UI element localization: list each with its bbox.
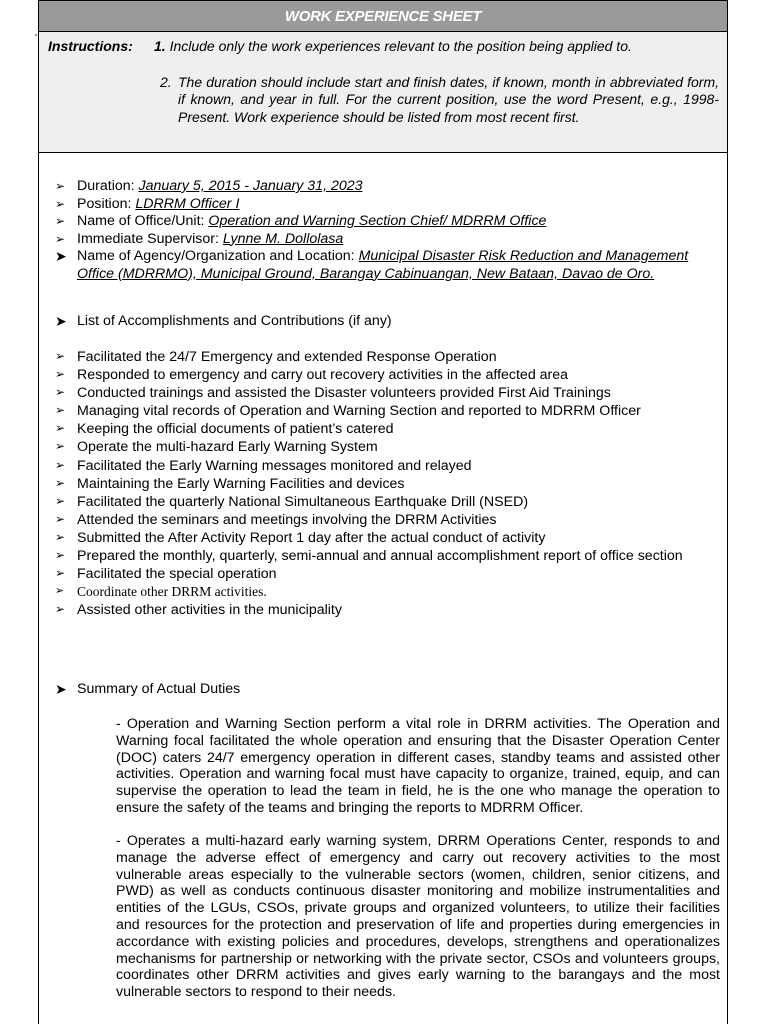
accomplishment-text: Managing vital records of Operation and Warning Section and reported to MDRRM Officer — [77, 403, 641, 420]
list-item — [55, 402, 720, 420]
arrow-bullet-icon: ➢ — [55, 566, 66, 581]
list-item — [55, 547, 720, 565]
position-label: Position: — [77, 195, 136, 212]
accomplishments-list — [55, 348, 720, 619]
summary-paragraph-2: - Operates a multi-hazard early warning system, DRRM Operations Center, responds to and manage the adverse effect of emergency and carry out recovery activities to the most vulnerable areas especially to the vulnerable sectors (women, children, senior citizens, and PWD) as well as conducts continuous disaster monitoring and mobilize instrumentalities and entities of the LGUs, CSOs, private groups and organized volunteers, to utilize their facilities and resources for the protection and preservation of life and properties during emergencies in accordance with existing policies and procedures, develops, strengthens and operationalizes mechanisms for partnership or networking with the private sector, CSOs and volunteers groups, coordinates other DRRM activities and gives early warning to the barangays and the most vulnerable sectors to respond to their needs. — [116, 833, 720, 1001]
office-value: Operation and Warning Section Chief/ MDRRM Office — [208, 213, 547, 229]
arrow-bullet-icon: ➢ — [55, 385, 66, 400]
duration-value: January 5, 2015 - January 31, 2023 — [138, 178, 363, 194]
accomplishment-text: Facilitated the Early Warning messages monitored and relayed — [77, 457, 472, 474]
accomplishment-text: Coordinate other DRRM activities. — [77, 584, 267, 600]
list-item — [55, 583, 720, 601]
arrow-bullet-icon: ➢ — [55, 349, 66, 363]
position-value: LDRRM Officer I — [135, 195, 240, 212]
arrow-bullet-icon: ➢ — [55, 403, 66, 418]
accomplishment-text: Operate the multi-hazard Early Warning System — [77, 439, 378, 456]
list-item — [55, 457, 720, 475]
accomplishment-text: Attended the seminars and meetings involving the DRRM Activities — [77, 511, 497, 528]
list-item — [55, 384, 720, 402]
arrow-bullet-icon: ➢ — [55, 421, 66, 436]
arrow-bullet-icon: ➢ — [55, 231, 66, 246]
duration-label: Duration: — [77, 178, 139, 194]
list-item — [55, 366, 720, 384]
office-label: Name of Office/Unit: — [77, 213, 209, 229]
arrow-bullet-icon: ➢ — [55, 511, 66, 526]
arrow-bullet-icon: ➢ — [55, 585, 65, 598]
accomplishment-text: Prepared the monthly, quarterly, semi-annual and annual accomplishment report of office section — [77, 548, 683, 565]
accomplishment-text: Facilitated the quarterly National Simultaneous Earthquake Drill (NSED) — [77, 493, 529, 510]
summary-section — [55, 681, 720, 699]
arrow-bullet-icon: ➤ — [55, 313, 67, 329]
list-item — [55, 475, 720, 493]
arrow-bullet-icon: ➢ — [55, 529, 66, 544]
list-item — [55, 601, 720, 619]
list-item — [55, 178, 720, 196]
accomplishment-text: Conducted trainings and assisted the Disaster volunteers provided First Aid Trainings — [77, 385, 611, 402]
summary-heading: Summary of Actual Duties — [77, 681, 241, 697]
arrow-bullet-icon: ➤ — [55, 248, 67, 264]
list-item — [55, 420, 720, 438]
arrow-bullet-icon: ➢ — [55, 457, 66, 472]
list-item — [55, 248, 720, 283]
sheet-title: WORK EXPERIENCE SHEET — [39, 0, 727, 32]
accomplishment-text: Assisted other activities in the municipality — [77, 602, 342, 619]
summary-paragraph-1: - Operation and Warning Section perform a vital role in DRRM activities. The Operation and Warning focal facilitated the whole operation and ensuring that the Disaster Operation Center (DOC) caters 24/7 emergency operation in different cases, standby teams and assisted other activities. Operation and warning focal must have capacity to organize, trained, equip, and can supervise the operation to lead the team in field, he is the one who manage the operation to ensure the safety of the teams and bringing the reports to MDRRM Officer. — [116, 716, 720, 816]
arrow-bullet-icon: ➢ — [55, 602, 66, 617]
list-item — [55, 313, 720, 331]
arrow-bullet-icon: ➢ — [55, 196, 66, 211]
accomplishment-text: Responded to emergency and carry out recovery activities in the affected area — [77, 367, 569, 384]
instructions-box — [39, 32, 727, 153]
arrow-bullet-icon: ➢ — [55, 367, 66, 382]
arrow-bullet-icon: ➢ — [55, 548, 66, 563]
list-item — [55, 231, 720, 249]
accomplishments-heading: List of Accomplishments and Contributions (if any) — [77, 313, 392, 329]
accomplishment-text: Facilitated the special operation — [77, 566, 277, 583]
list-item — [55, 681, 720, 699]
list-item — [55, 565, 720, 583]
arrow-bullet-icon: ➢ — [55, 179, 66, 193]
supervisor-label: Immediate Supervisor: — [77, 230, 223, 247]
list-item — [55, 493, 720, 511]
arrow-bullet-icon: ➢ — [55, 493, 66, 508]
list-item — [55, 213, 720, 231]
instruction-2-text: The duration should include start and finish dates, if known, month in abbreviated form, if known, and year in full. For the current position, use the word Present, e.g., 1998-Present. Work experience should be listed from most recent first. — [178, 73, 719, 125]
details-list — [55, 178, 720, 283]
list-item — [55, 196, 720, 214]
accomplishment-text: Submitted the After Activity Report 1 day after the actual conduct of activity — [77, 529, 546, 546]
list-item — [55, 511, 720, 529]
arrow-bullet-icon: ➢ — [55, 475, 66, 490]
agency-label: Name of Agency/Organization and Location: — [77, 248, 359, 264]
instructions-label: Instructions: — [48, 38, 133, 54]
stray-mark: ˊ — [34, 32, 38, 46]
accomplishment-text: Maintaining the Early Warning Facilities and devices — [77, 475, 405, 492]
supervisor-value: Lynne M. Dollolasa — [222, 230, 344, 247]
instruction-1-text: Include only the work experiences relevant to the position being applied to. — [169, 38, 632, 54]
list-item — [55, 348, 720, 366]
accomplishment-text: Keeping the official documents of patient’s catered — [77, 421, 394, 438]
arrow-bullet-icon: ➢ — [55, 439, 66, 454]
instruction-2-number: 2. — [160, 73, 172, 90]
arrow-bullet-icon: ➢ — [55, 214, 66, 228]
arrow-bullet-icon: ➤ — [55, 681, 67, 697]
list-item — [55, 438, 720, 456]
accomplishments-section — [55, 313, 720, 331]
list-item — [55, 529, 720, 547]
instruction-1-number: 1. — [154, 38, 166, 54]
agency-value: Municipal Disaster Risk Reduction and Management Office (MDRRMO), Municipal Ground, Barangay Cabinuangan, New Bataan, Davao de Oro. — [77, 248, 689, 282]
accomplishment-text: Facilitated the 24/7 Emergency and extended Response Operation — [77, 349, 497, 365]
